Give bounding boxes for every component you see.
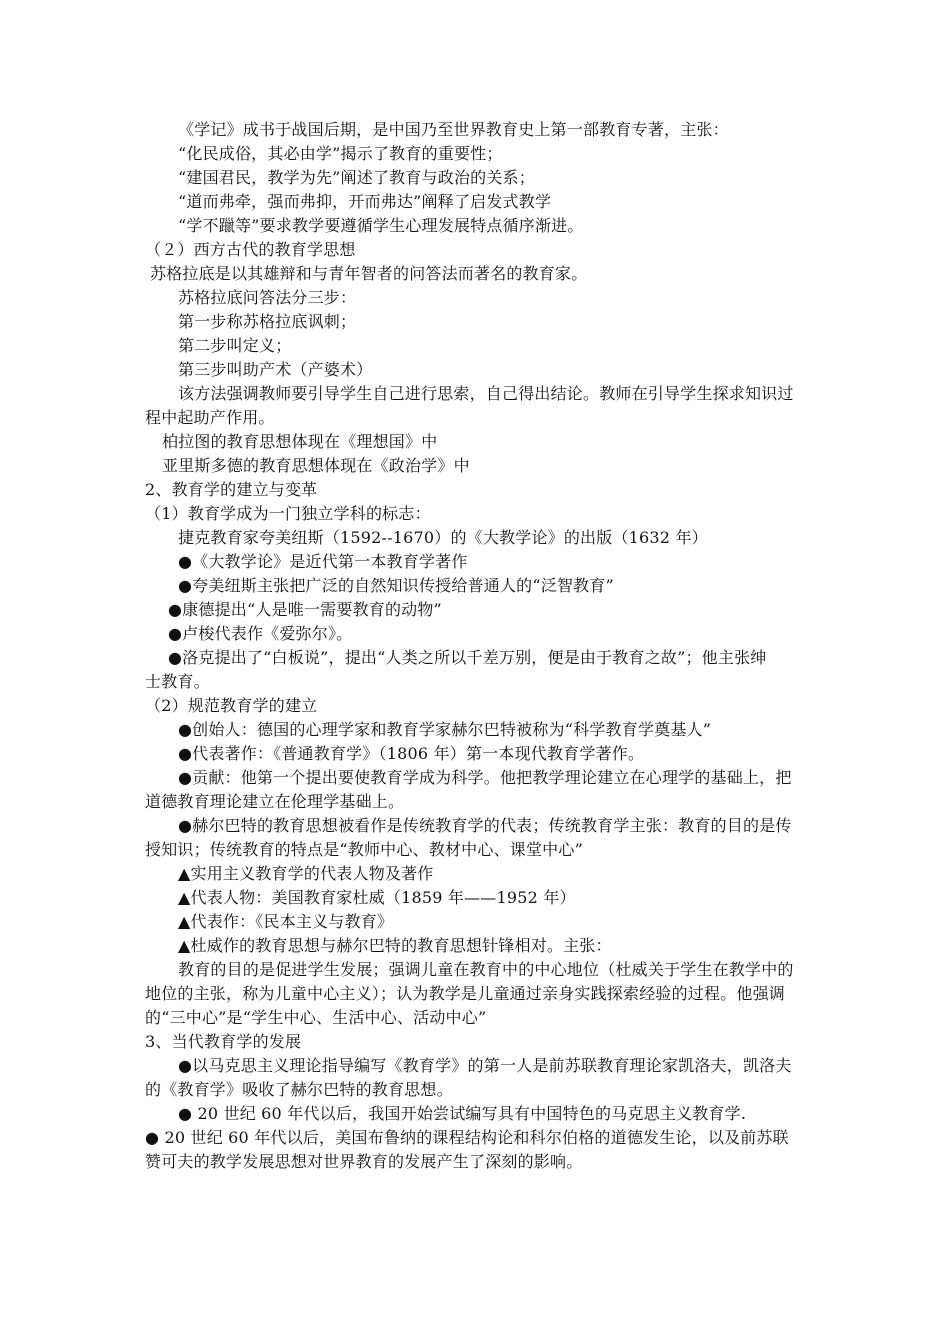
triangle-item: ▲代表人物：美国教育家杜威（1859 年——1952 年） xyxy=(178,888,576,907)
paragraph-line: “学不躐等”要求教学要遵循学生心理发展特点循序渐进。 xyxy=(178,216,584,235)
paragraph-line: 的《教育学》吸收了赫尔巴特的教育思想。 xyxy=(145,1080,453,1099)
bullet-item: ●康德提出“人是唯一需要教育的动物” xyxy=(168,600,442,619)
paragraph-line: 教育的目的是促进学生发展；强调儿童在教育中的中心地位（杜威关于学生在教学中的 xyxy=(178,960,794,979)
paragraph-line: 捷克教育家夸美纽斯（1592--1670）的《大教学论》的出版（1632 年） xyxy=(178,528,708,547)
triangle-item: ▲实用主义教育学的代表人物及著作 xyxy=(178,864,434,883)
bullet-item: ●贡献：他第一个提出要使教育学成为科学。他把教学理论建立在心理学的基础上，把 xyxy=(178,768,792,787)
bullet-item: ●洛克提出了“白板说”，提出“人类之所以千差万别，便是由于教育之故”；他主张绅 xyxy=(168,648,767,667)
section-heading: （２）西方古代的教育学思想 xyxy=(145,240,356,259)
paragraph-line: 苏格拉底是以其雄辩和与青年智者的问答法而著名的教育家。 xyxy=(150,264,588,283)
paragraph-line: 该方法强调教师要引导学生自己进行思索，自己得出结论。教师在引导学生探求知识过 xyxy=(178,384,794,403)
paragraph-line: 亚里斯多德的教育思想体现在《政治学》中 xyxy=(162,456,470,475)
paragraph-line: “道而弗牵，强而弗抑，开而弗达”阐释了启发式教学 xyxy=(178,192,552,211)
paragraph-line: 的“三中心”是“学生中心、生活中心、活动中心” xyxy=(145,1008,487,1027)
bullet-item: ●创始人：德国的心理学家和教育学家赫尔巴特被称为“科学教育学奠基人” xyxy=(178,720,712,739)
paragraph-line: 赞可夫的教学发展思想对世界教育的发展产生了深刻的影响。 xyxy=(145,1152,583,1171)
bullet-item: ●《大教学论》是近代第一本教育学著作 xyxy=(178,552,468,571)
paragraph-line: 柏拉图的教育思想体现在《理想国》中 xyxy=(162,432,438,451)
section-heading: 3、当代教育学的发展 xyxy=(145,1032,302,1051)
paragraph-line: 第三步叫助产术（产婆术） xyxy=(178,360,373,379)
bullet-item: ●夸美纽斯主张把广泛的自然知识传授给普通人的“泛智教育” xyxy=(178,576,614,595)
paragraph-line: 士教育。 xyxy=(145,672,210,691)
bullet-item: ●代表著作：《普通教育学》（1806 年）第一本现代教育学著作。 xyxy=(178,744,645,763)
bullet-item: ●卢梭代表作《爱弥尔》。 xyxy=(168,624,353,643)
triangle-item: ▲杜威作的教育思想与赫尔巴特的教育思想针锋相对。主张： xyxy=(178,936,612,955)
section-heading: 2、教育学的建立与变革 xyxy=(145,480,318,499)
paragraph-line: 《学记》成书于战国后期，是中国乃至世界教育史上第一部教育专著，主张： xyxy=(178,120,729,139)
subsection-heading: （1）教育学成为一门独立学科的标志： xyxy=(145,504,431,523)
paragraph-line: 第二步叫定义； xyxy=(178,336,292,355)
paragraph-line: 苏格拉底问答法分三步： xyxy=(178,288,357,307)
paragraph-line: “化民成俗，其必由学”揭示了教育的重要性； xyxy=(178,144,503,163)
bullet-item: ● 20 世纪 60 年代以后，我国开始尝试编写具有中国特色的马克思主义教育学. xyxy=(178,1104,747,1123)
paragraph-line: 地位的主张，称为儿童中心主义）；认为教学是儿童通过亲身实践探索经验的过程。他强调 xyxy=(145,984,786,1003)
paragraph-line: 授知识；传统教育的特点是“教师中心、教材中心、课堂中心” xyxy=(145,840,583,859)
paragraph-line: 程中起助产作用。 xyxy=(145,408,275,427)
bullet-item: ● 20 世纪 60 年代以后，美国布鲁纳的课程结构论和科尔伯格的道德发生论，以及前苏联 xyxy=(145,1128,789,1147)
bullet-item: ●以马克思主义理论指导编写《教育学》的第一人是前苏联教育理论家凯洛夫，凯洛夫 xyxy=(178,1056,792,1075)
paragraph-line: 第一步称苏格拉底讽刺； xyxy=(178,312,357,331)
bullet-item: ●赫尔巴特的教育思想被看作是传统教育学的代表；传统教育学主张：教育的目的是传 xyxy=(178,816,792,835)
paragraph-line: 道德教育理论建立在伦理学基础上。 xyxy=(145,792,405,811)
subsection-heading: （2）规范教育学的建立 xyxy=(145,696,318,715)
paragraph-line: “建国君民，教学为先”阐述了教育与政治的关系； xyxy=(178,168,535,187)
triangle-item: ▲代表作：《民本主义与教育》 xyxy=(178,912,394,931)
